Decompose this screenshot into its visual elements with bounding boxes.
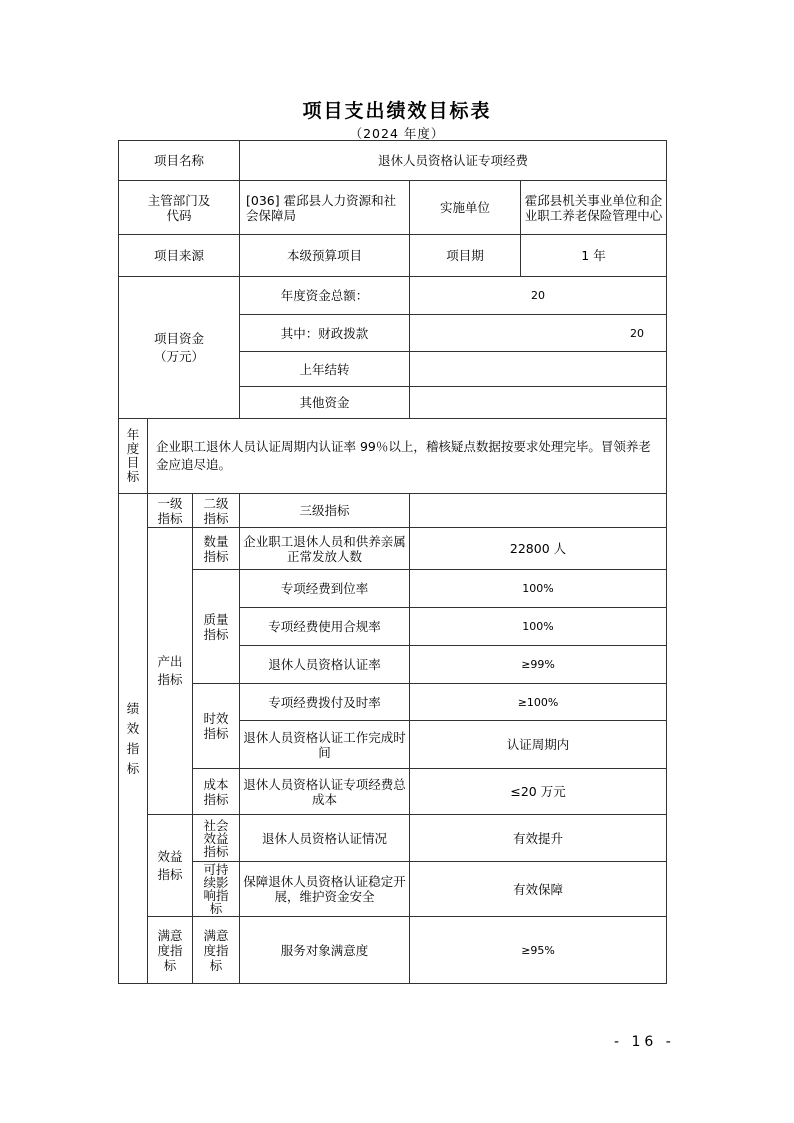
- indicator-name: 退休人员资格认证情况: [240, 815, 410, 862]
- annual-goal-text: 企业职工退休人员认证周期内认证率 99％以上，稽核疑点数据按要求处理完毕。冒领养老金应追尽追。: [148, 419, 667, 494]
- page-title: 项目支出绩效目标表: [302, 100, 492, 122]
- fund-value: [410, 352, 667, 387]
- l2-satisfaction: 满意度指标: [193, 917, 240, 984]
- indicator-value: 认证周期内: [410, 721, 667, 769]
- indicator-value: 有效提升: [410, 815, 667, 862]
- indicator-value: ≥100%: [410, 684, 667, 721]
- indicator-value: ≤20 万元: [410, 769, 667, 815]
- row-source: [119, 235, 667, 277]
- row-indicator-header: [119, 494, 667, 528]
- l1-output: 产出指标: [148, 528, 193, 815]
- value-source: 本级预算项目: [240, 235, 410, 277]
- indicator-name: 退休人员资格认证率: [240, 646, 410, 684]
- fund-value: 20: [410, 315, 667, 352]
- l1-benefit: 效益指标: [148, 815, 193, 917]
- row-dept: [119, 181, 667, 235]
- label-funds: 项目资金（万元）: [119, 277, 240, 419]
- row-annual-goal: [119, 419, 667, 494]
- fund-value: [410, 387, 667, 419]
- header-level1: 一级指标: [148, 494, 193, 528]
- indicator-value: 100%: [410, 608, 667, 646]
- header-level3: 三级指标: [240, 494, 410, 528]
- label-period: 项目期: [410, 235, 521, 277]
- indicator-row: [119, 769, 667, 815]
- indicator-value: ≥95%: [410, 917, 667, 984]
- fund-label: 年度资金总额：: [240, 277, 410, 315]
- fund-value: 20: [410, 277, 667, 315]
- row-project-name: [119, 141, 667, 181]
- indicator-row: [119, 917, 667, 984]
- row-fund-total: [119, 277, 667, 315]
- page-number: - 16 -: [614, 1034, 675, 1050]
- indicator-name: 专项经费到位率: [240, 570, 410, 608]
- label-annual-goal: 年度目标: [119, 419, 148, 494]
- l2-quality: 质量指标: [193, 570, 240, 684]
- indicator-name: 专项经费使用合规率: [240, 608, 410, 646]
- indicator-value: ≥99%: [410, 646, 667, 684]
- value-impl-unit: 霍邱县机关事业单位和企业职工养老保险管理中心: [521, 181, 667, 235]
- indicator-value: 22800 人: [410, 528, 667, 570]
- indicator-name: 保障退休人员资格认证稳定开展，维护资金安全: [240, 862, 410, 917]
- value-dept: [036] 霍邱县人力资源和社会保障局: [240, 181, 410, 235]
- indicator-row: [119, 570, 667, 608]
- indicator-value: 有效保障: [410, 862, 667, 917]
- label-perf: 绩效指标: [119, 494, 148, 984]
- value-period: 1 年: [521, 235, 667, 277]
- fund-label: 其中：财政拨款: [240, 315, 410, 352]
- fund-label: 其他资金: [240, 387, 410, 419]
- fund-label: 上年结转: [240, 352, 410, 387]
- indicator-row: [119, 862, 667, 917]
- label-dept: 主管部门及代码: [119, 181, 240, 235]
- l2-social: 社会效益指标: [193, 815, 240, 862]
- label-source: 项目来源: [119, 235, 240, 277]
- label-project-name: 项目名称: [119, 141, 240, 181]
- l2-timeliness: 时效指标: [193, 684, 240, 769]
- value-project-name: 退休人员资格认证专项经费: [240, 141, 667, 181]
- l1-satisfaction: 满意度指标: [148, 917, 193, 984]
- indicator-name: 退休人员资格认证专项经费总成本: [240, 769, 410, 815]
- indicator-name: 企业职工退休人员和供养亲属正常发放人数: [240, 528, 410, 570]
- indicator-row: [119, 815, 667, 862]
- indicator-name: 专项经费拨付及时率: [240, 684, 410, 721]
- fiscal-year-subtitle: （2024 年度）: [349, 126, 445, 141]
- l2-quantity: 数量指标: [193, 528, 240, 570]
- l2-cost: 成本指标: [193, 769, 240, 815]
- performance-target-table: [118, 140, 667, 984]
- header-value: [410, 494, 667, 528]
- indicator-value: 100%: [410, 570, 667, 608]
- l2-sustain: 可持续影响指标: [193, 862, 240, 917]
- header-level2: 二级指标: [193, 494, 240, 528]
- indicator-row: [119, 684, 667, 721]
- indicator-row: [119, 528, 667, 570]
- indicator-name: 服务对象满意度: [240, 917, 410, 984]
- indicator-name: 退休人员资格认证工作完成时间: [240, 721, 410, 769]
- label-impl-unit: 实施单位: [410, 181, 521, 235]
